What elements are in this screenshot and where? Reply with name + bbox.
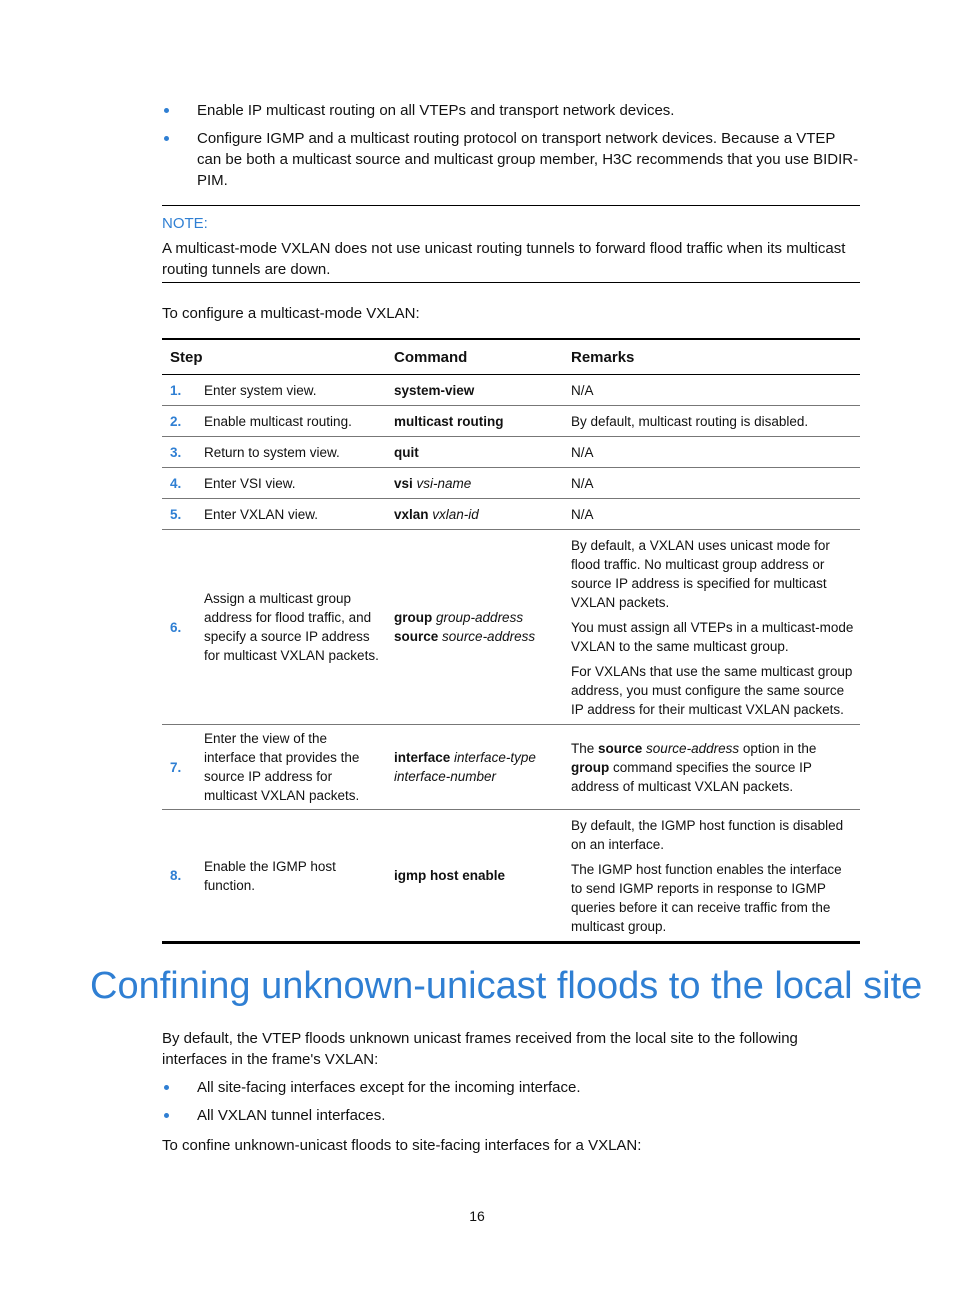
table-header-row bbox=[162, 339, 860, 375]
table-row bbox=[162, 499, 860, 530]
step-command bbox=[386, 530, 563, 725]
bullet-text: All VXLAN tunnel interfaces. bbox=[197, 1107, 386, 1124]
remark-keyword: source bbox=[598, 741, 643, 756]
command-keyword: interface bbox=[394, 750, 451, 765]
header-command: Command bbox=[386, 339, 563, 375]
step-description: Enable the IGMP host function. bbox=[196, 810, 386, 943]
intro-text: To configure a multicast-mode VXLAN: bbox=[162, 305, 420, 322]
step-remarks bbox=[563, 530, 860, 725]
step-description: Return to system view. bbox=[196, 437, 386, 468]
note-text: A multicast-mode VXLAN does not use unicast routing tunnels to forward flood traffic when its multicast routing tunnels are down. bbox=[162, 240, 846, 278]
remark-fragment: command specifies the source IP address of multicast VXLAN packets. bbox=[571, 760, 812, 794]
list-item bbox=[162, 1077, 862, 1098]
step-remarks bbox=[563, 437, 860, 468]
step-command bbox=[386, 810, 563, 943]
step-remarks bbox=[563, 725, 860, 810]
step-number: 3. bbox=[162, 437, 196, 468]
step-number: 6. bbox=[162, 530, 196, 725]
command-keyword: vxlan bbox=[394, 506, 429, 522]
remark-text: You must assign all VTEPs in a multicast-mode VXLAN to the same multicast group. bbox=[571, 620, 854, 654]
command-keyword: igmp host enable bbox=[394, 868, 506, 883]
remark-fragment: option in the bbox=[739, 741, 817, 756]
remark-argument: source-address bbox=[642, 741, 740, 756]
command-keyword: vsi bbox=[394, 475, 413, 491]
command-argument: vsi-name bbox=[416, 475, 472, 491]
step-remarks bbox=[563, 468, 860, 499]
step-command bbox=[386, 406, 563, 437]
step-number: 5. bbox=[162, 499, 196, 530]
step-number: 8. bbox=[162, 810, 196, 943]
step-number: 4. bbox=[162, 468, 196, 499]
header-remarks: Remarks bbox=[563, 339, 860, 375]
section-bullet-list bbox=[162, 1077, 862, 1133]
command-argument: interface-type interface-number bbox=[394, 750, 536, 784]
step-remarks bbox=[563, 499, 860, 530]
remark-text: By default, multicast routing is disabled. bbox=[571, 414, 809, 429]
remark-fragment: The bbox=[571, 741, 599, 756]
step-command bbox=[386, 725, 563, 810]
header-step: Step bbox=[162, 339, 386, 375]
step-description: Assign a multicast group address for flood traffic, and specify a source IP address for multicast VXLAN packets. bbox=[196, 530, 386, 725]
list-item bbox=[162, 128, 862, 191]
bullet-text: All site-facing interfaces except for the incoming interface. bbox=[197, 1079, 581, 1096]
command-argument: group-address bbox=[436, 610, 524, 625]
table-row bbox=[162, 725, 860, 810]
step-number: 7. bbox=[162, 725, 196, 810]
bullet-text: Configure IGMP and a multicast routing protocol on transport network devices. Because a VTEP can be both a multicast source and multicast group member, H3C recommends that you use BIDIR-PIM. bbox=[197, 130, 859, 189]
bullet-icon bbox=[164, 136, 169, 141]
step-command bbox=[386, 499, 563, 530]
step-command bbox=[386, 375, 563, 406]
section-outro: To confine unknown-unicast floods to site-facing interfaces for a VXLAN: bbox=[162, 1137, 642, 1154]
step-description: Enable multicast routing. bbox=[196, 406, 386, 437]
step-description: Enter the view of the interface that provides the source IP address for multicast VXLAN packets. bbox=[196, 725, 386, 810]
section-heading: Confining unknown-unicast floods to the local site bbox=[90, 965, 923, 1007]
remark-text: N/A bbox=[571, 507, 594, 522]
remark-text: N/A bbox=[571, 383, 594, 398]
top-bullet-list bbox=[162, 100, 862, 198]
command-keyword: group bbox=[394, 610, 433, 625]
remark-text: For VXLANs that use the same multicast group address, you must configure the same source IP address for their multicast VXLAN packets. bbox=[571, 664, 853, 717]
table-row bbox=[162, 810, 860, 943]
command-keyword: system-view bbox=[394, 382, 475, 398]
step-description: Enter VSI view. bbox=[196, 468, 386, 499]
step-number: 1. bbox=[162, 375, 196, 406]
table-row bbox=[162, 437, 860, 468]
step-description: Enter system view. bbox=[196, 375, 386, 406]
remark-keyword: group bbox=[571, 760, 610, 775]
command-argument: vxlan-id bbox=[432, 506, 479, 522]
command-keyword: quit bbox=[394, 444, 419, 460]
remark-text bbox=[571, 739, 854, 796]
bullet-icon bbox=[164, 1113, 169, 1118]
remark-text: N/A bbox=[571, 445, 594, 460]
step-remarks bbox=[563, 406, 860, 437]
table-row bbox=[162, 375, 860, 406]
bullet-icon bbox=[164, 1085, 169, 1090]
command-keyword: multicast routing bbox=[394, 413, 504, 429]
table-row bbox=[162, 406, 860, 437]
page-number: 16 bbox=[469, 1208, 485, 1224]
step-number: 2. bbox=[162, 406, 196, 437]
remark-text: The IGMP host function enables the interface to send IGMP reports in response to IGMP queries before it can receive traffic from the multicast group. bbox=[571, 862, 842, 934]
note-title: NOTE: bbox=[162, 215, 208, 232]
step-command bbox=[386, 437, 563, 468]
remark-text: By default, a VXLAN uses unicast mode for flood traffic. No multicast group address or source IP address is specified for multicast VXLAN packets. bbox=[571, 538, 830, 610]
remark-text: By default, the IGMP host function is disabled on an interface. bbox=[571, 818, 844, 852]
bullet-icon bbox=[164, 108, 169, 113]
step-remarks bbox=[563, 375, 860, 406]
step-command bbox=[386, 468, 563, 499]
step-description: Enter VXLAN view. bbox=[196, 499, 386, 530]
note-box bbox=[162, 205, 860, 283]
bullet-text: Enable IP multicast routing on all VTEPs and transport network devices. bbox=[197, 102, 675, 119]
command-keyword: source bbox=[394, 629, 439, 644]
section-paragraph: By default, the VTEP floods unknown unicast frames received from the local site to the following interfaces in the frame's VXLAN: bbox=[162, 1030, 798, 1068]
step-remarks bbox=[563, 810, 860, 943]
steps-table bbox=[162, 338, 860, 944]
table-row bbox=[162, 468, 860, 499]
command-argument: source-address bbox=[442, 629, 536, 644]
list-item bbox=[162, 1105, 862, 1126]
remark-text: N/A bbox=[571, 476, 594, 491]
list-item bbox=[162, 100, 862, 121]
table-row bbox=[162, 530, 860, 725]
